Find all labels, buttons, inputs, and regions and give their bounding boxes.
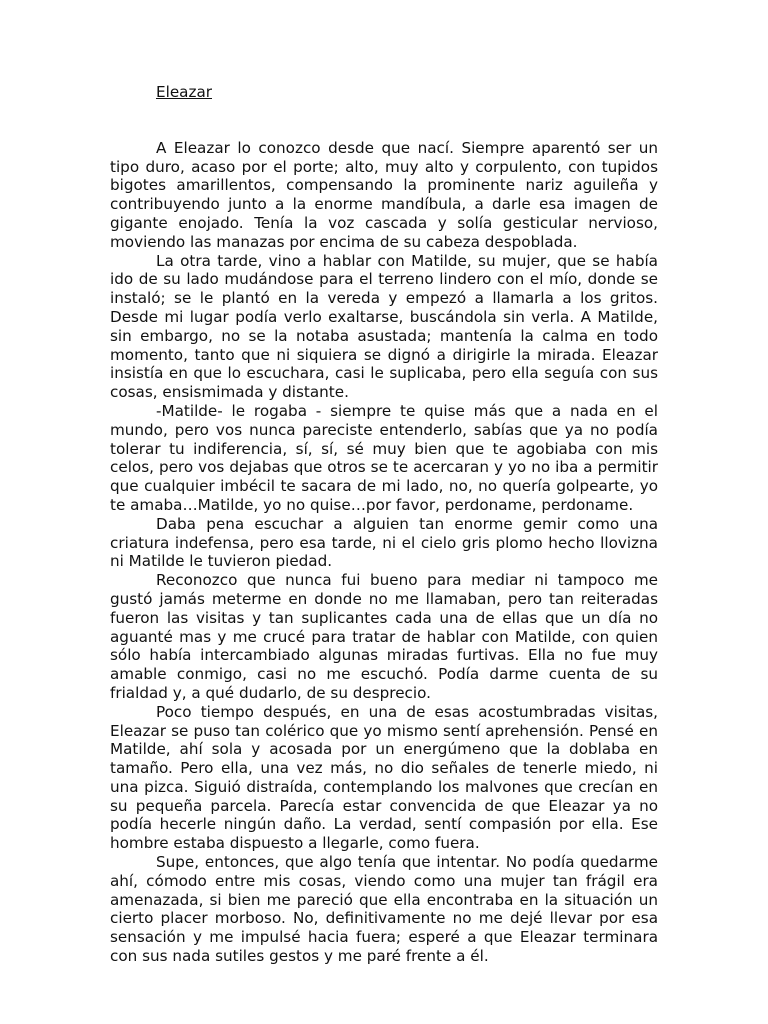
document-page: [110, 83, 658, 966]
paragraph-4: Daba pena escuchar a alguien tan enorme gemir como una criatura indefensa, pero esa tarde, ni el cielo gris plomo hecho llovizna ni Matilde le tuvieron piedad.: [110, 514, 658, 571]
paragraph-1: A Eleazar lo conozco desde que nací. Siempre aparentó ser un tipo duro, acaso por el porte; alto, muy alto y corpulento, con tupidos bigotes amarillentos, compensando la prominente nariz aguileña y contribuyendo junto a la enorme mandíbula, a darle esa imagen de gigante enojado. Tenía la voz cascada y solía gesticular nervioso, moviendo las manazas por encima de su cabeza despoblada.: [110, 138, 658, 251]
paragraph-3: -Matilde- le rogaba - siempre te quise más que a nada en el mundo, pero vos nunca pareciste entenderlo, sabías que ya no podía tolerar tu indiferencia, sí, sí, sé muy bien que te agobiaba con mis celos, pero vos dejabas que otros se te acercaran y yo no iba a permitir que cualquier imbécil te sacara de mi lado, no, no quería golpearte, yo te amaba…Matilde, yo no quise…por favor, perdoname, perdoname.: [110, 401, 658, 514]
paragraph-2: La otra tarde, vino a hablar con Matilde, su mujer, que se había ido de su lado mudándose para el terreno lindero con el mío, donde se instaló; se le plantó en la vereda y empezó a llamarla a los gritos. Desde mi lugar podía verlo exaltarse, buscándola sin verla. A Matilde, sin embargo, no se la notaba asustada; mantenía la calma en todo momento, tanto que ni siquiera se dignó a dirigirle la mirada. Eleazar insistía en que lo escuchara, casi le suplicaba, pero ella seguía con sus cosas, ensismimada y distante.: [110, 251, 658, 402]
document-title: Eleazar: [156, 83, 212, 101]
paragraph-7: Supe, entonces, que algo tenía que intentar. No podía quedarme ahí, cómodo entre mis cosas, viendo como una mujer tan frágil era amenazada, si bien me pareció que ella encontraba en la situación un cierto placer morboso. No, definitivamente no me dejé llevar por esa sensación y me impulsé hacia fuera; esperé a que Eleazar terminara con sus nada sutiles gestos y me paré frente a él.: [110, 853, 658, 966]
paragraph-6: Poco tiempo después, en una de esas acostumbradas visitas, Eleazar se puso tan colérico que yo mismo sentí aprehensión. Pensé en Matilde, ahí sola y acosada por un energúmeno que la doblaba en tamaño. Pero ella, una vez más, no dio señales de tenerle miedo, ni una pizca. Siguió distraída, contemplando los malvones que crecían en su pequeña parcela. Parecía estar convencida de que Eleazar ya no podía hecerle ningún daño. La verdad, sentí compasión por ella. Ese hombre estaba dispuesto a llegarle, como fuera.: [110, 702, 658, 853]
title-spacer: [110, 102, 658, 139]
paragraph-5: Reconozco que nunca fui bueno para mediar ni tampoco me gustó jamás meterme en donde no me llamaban, pero tan reiteradas fueron las visitas y tan suplicantes cada una de ellas que un día no aguanté mas y me crucé para tratar de hablar con Matilde, con quien sólo había intercambiado algunas miradas furtivas. Ella no fue muy amable conmigo, casi no me escuchó. Podía darme cuenta de su frialdad y, a qué dudarlo, de su desprecio.: [110, 571, 658, 702]
